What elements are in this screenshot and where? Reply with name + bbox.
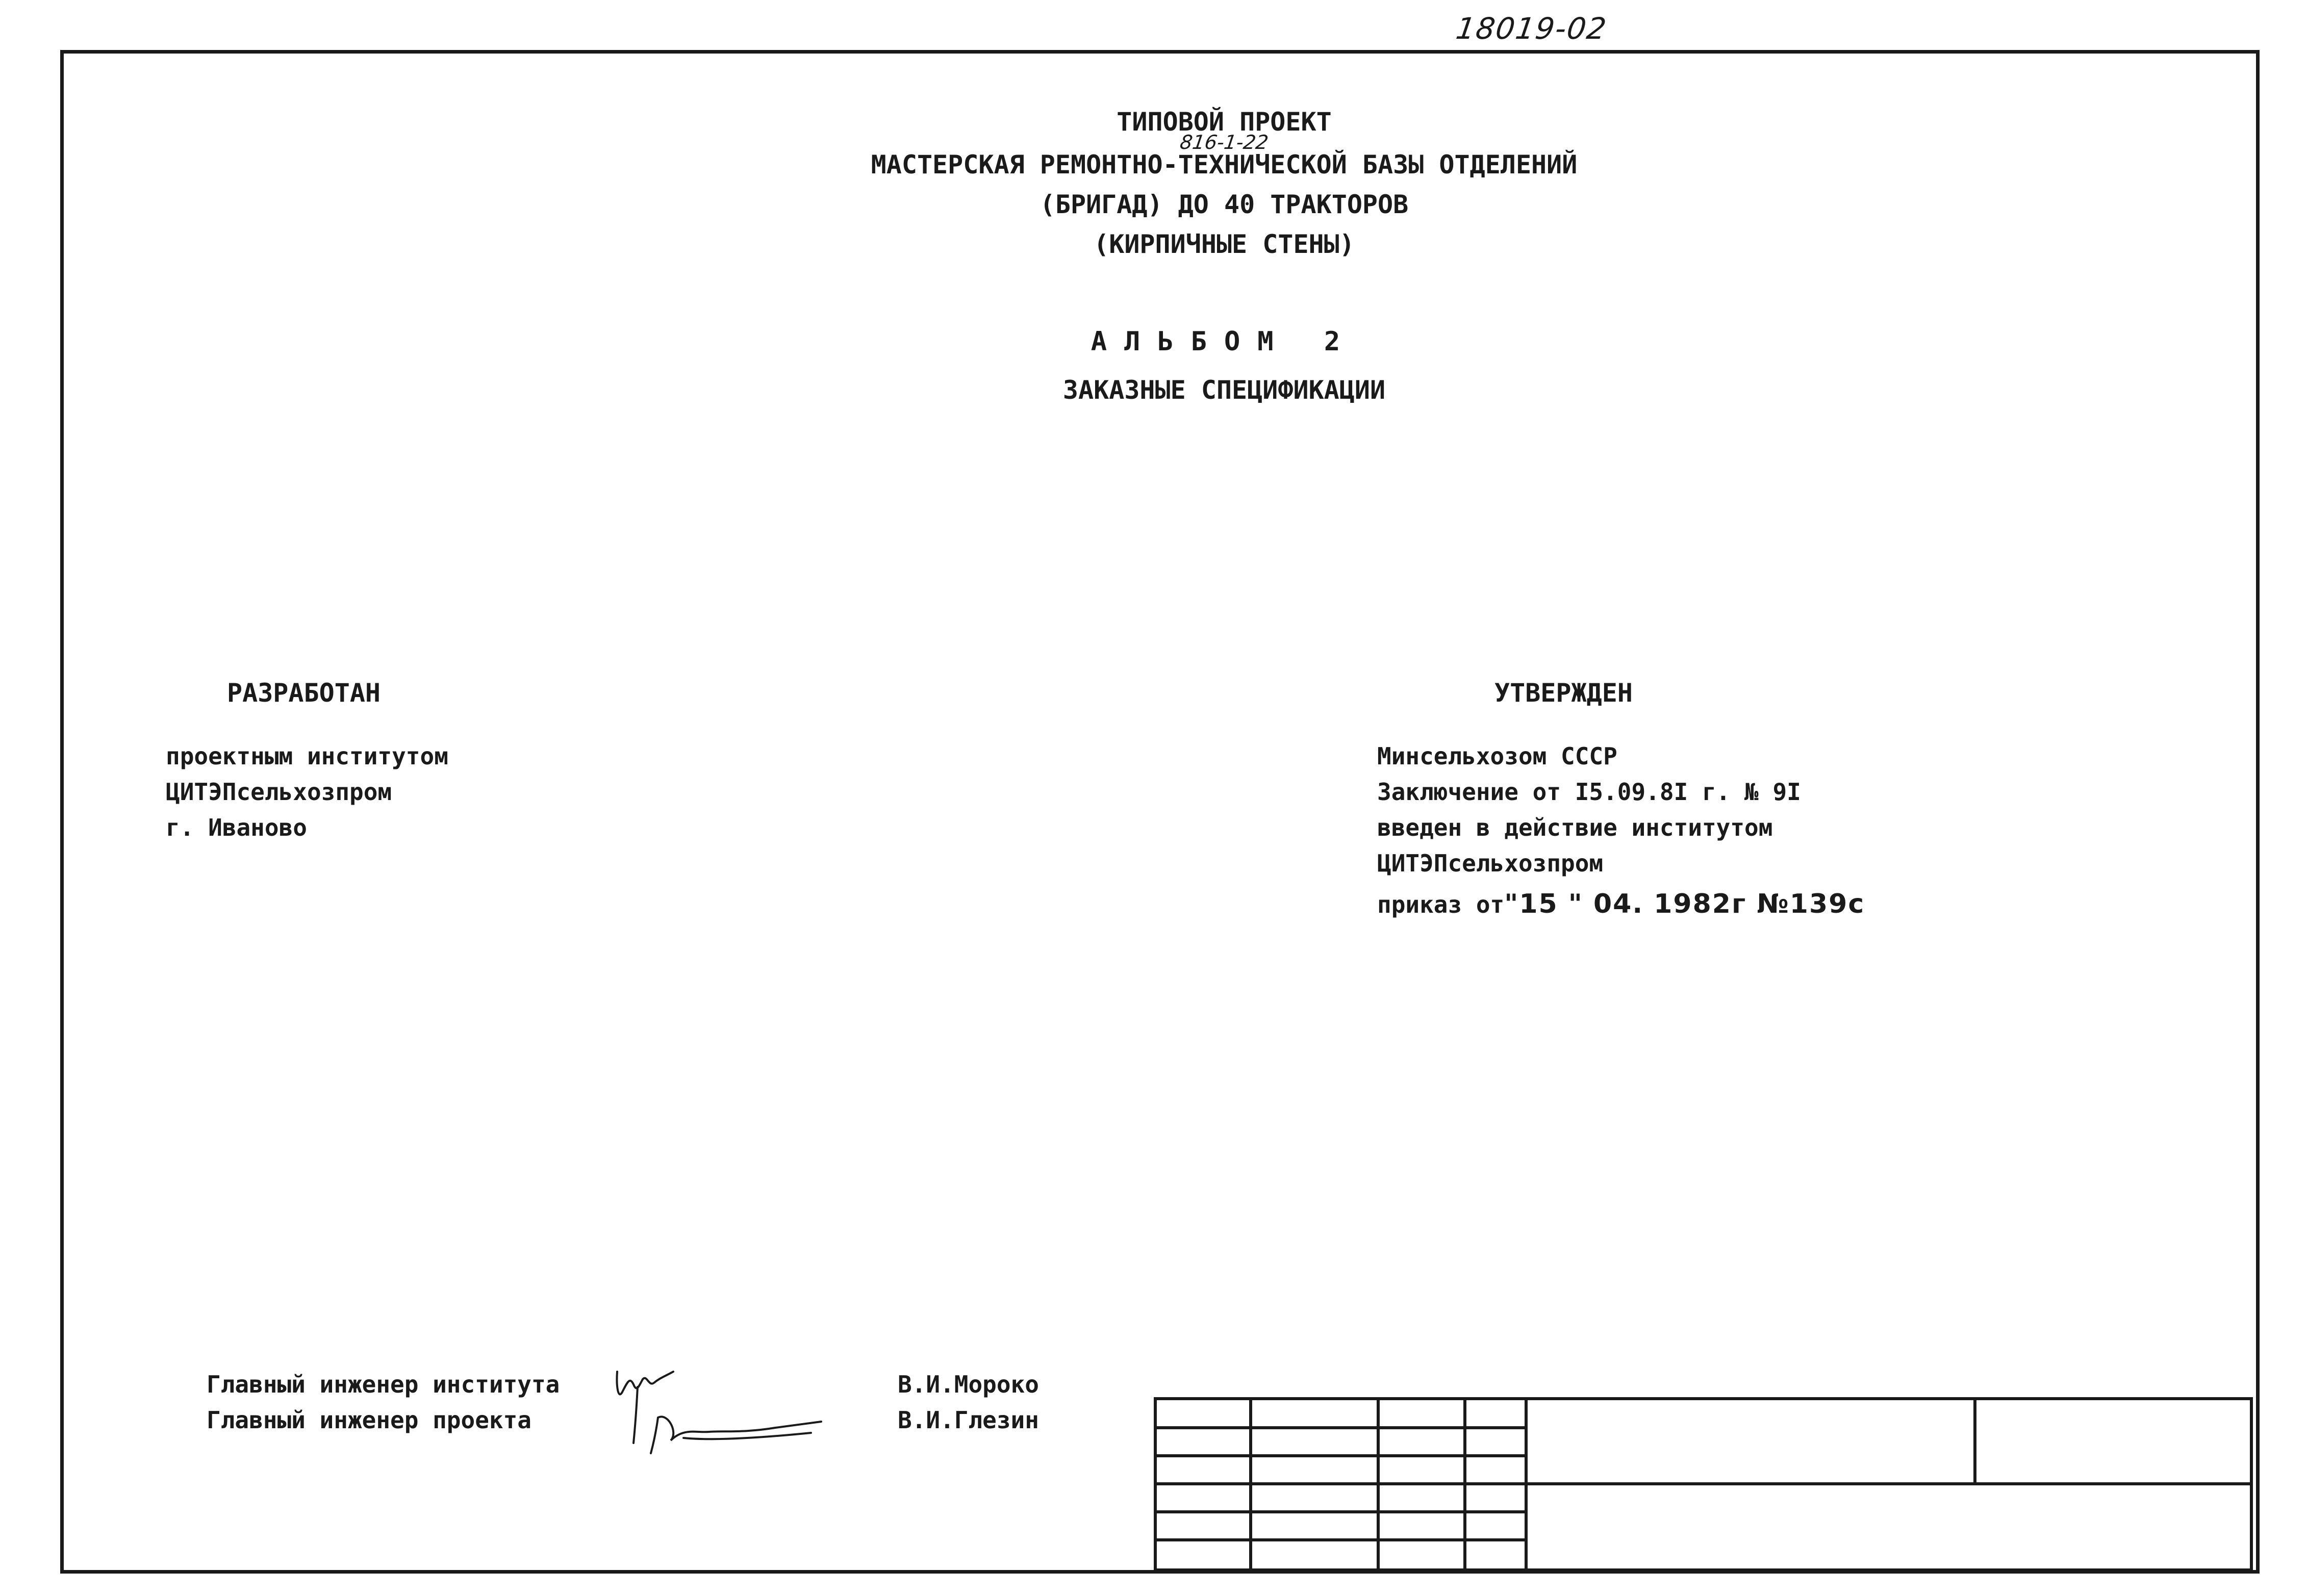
- title-line-2: МАСТЕРСКАЯ РЕМОНТНО-ТЕХНИЧЕСКОЙ БАЗЫ ОТДЕЛЕНИЙ: [871, 150, 1578, 179]
- order-line: [1377, 886, 1865, 922]
- title-stamp-grid: [1154, 1397, 2253, 1572]
- signature-roles: [207, 1367, 560, 1438]
- signature-names: [898, 1367, 1039, 1438]
- archive-number: 18019-02: [1454, 11, 1610, 46]
- title-block: [561, 102, 1887, 264]
- developed-line-3: г. Иваново: [166, 814, 307, 841]
- role-chief-engineer-institute: Главный инженер института: [207, 1371, 560, 1398]
- role-chief-engineer-project: Главный инженер проекта: [207, 1406, 531, 1434]
- approved-line-2: Заключение от I5.09.8I г. № 9I: [1377, 778, 1801, 806]
- developed-block: [166, 738, 448, 845]
- name-chief-engineer-project: В.И.Глезин: [898, 1406, 1039, 1434]
- album-label: АЛЬБОМ 2: [1091, 326, 1358, 357]
- developed-line-2: ЦИТЭПсельхозпром: [166, 778, 392, 806]
- approved-line-1: Минсельхозом СССР: [1377, 742, 1617, 770]
- developed-heading: РАЗРАБОТАН: [227, 678, 381, 708]
- name-chief-engineer-institute: В.И.Мороко: [898, 1371, 1039, 1398]
- title-line-1: ТИПОВОЙ ПРОЕКТ: [1117, 107, 1332, 137]
- project-code: 816-1-22: [1178, 131, 1270, 153]
- approved-block: [1377, 738, 1865, 922]
- title-line-4: (КИРПИЧНЫЕ СТЕНЫ): [1094, 229, 1355, 259]
- approved-line-4: ЦИТЭПсельхозпром: [1377, 850, 1604, 877]
- developed-line-1: проектным институтом: [166, 742, 448, 770]
- order-prefix: приказ от: [1377, 891, 1505, 918]
- order-date: "15 " 04. 1982г №139с: [1504, 889, 1865, 919]
- approved-heading: УТВЕРЖДЕН: [1494, 678, 1633, 708]
- handwritten-signatures: [607, 1356, 831, 1458]
- approved-line-3: введен в действие институтом: [1377, 814, 1773, 841]
- album-subtitle: ЗАКАЗНЫЕ СПЕЦИФИКАЦИИ: [1062, 375, 1386, 405]
- title-line-3: (БРИГАД) ДО 40 ТРАКТОРОВ: [1040, 190, 1409, 219]
